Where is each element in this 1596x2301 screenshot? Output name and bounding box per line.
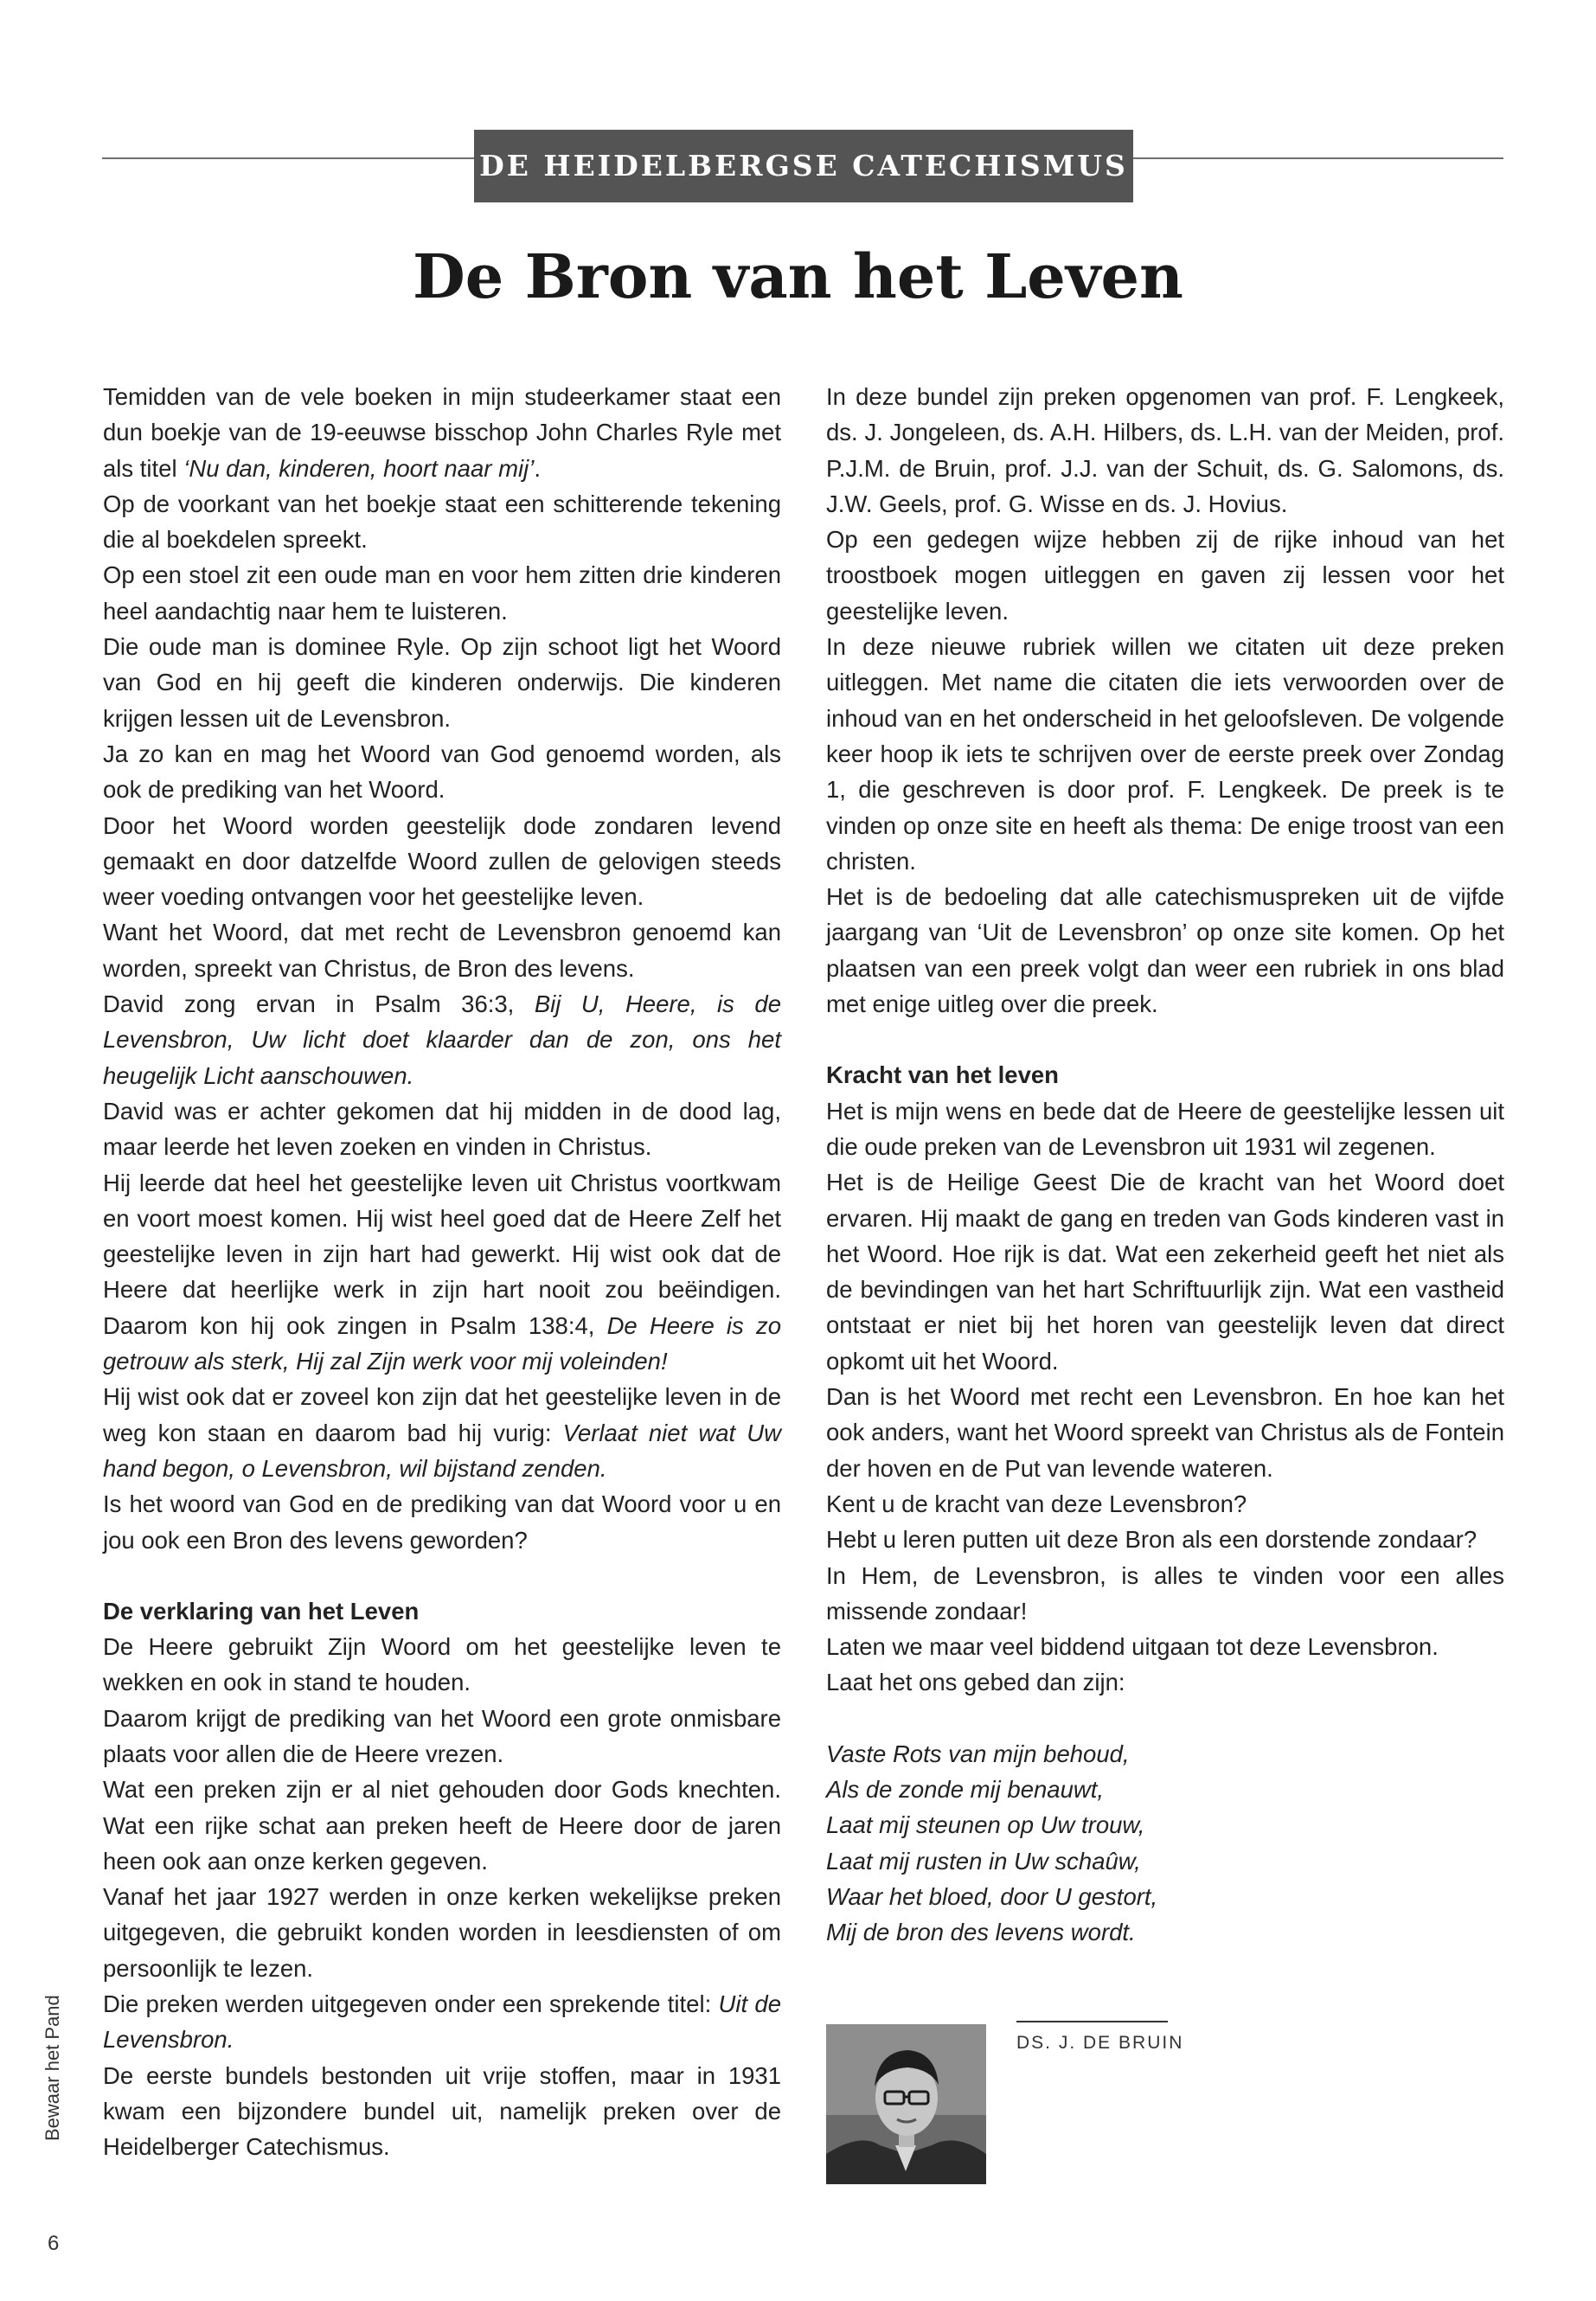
section-label: DE HEIDELBERGSE CATECHISMUS	[474, 130, 1133, 202]
poem-line: Laat mij rusten in Uw schaûw,	[826, 1847, 1141, 1875]
poem-line: Als de zonde mij benauwt,	[826, 1775, 1105, 1803]
paragraph: Wat een preken zijn er al niet gehouden door Gods knechten. Wat een rijke schat aan preken heeft de Heere door de jaren heen ook aan onze kerken gegeven.	[103, 1776, 781, 1875]
poem	[826, 1736, 1504, 1951]
paragraph: Laten we maar veel biddend uitgaan tot deze Levensbron.	[826, 1633, 1439, 1661]
paragraph: David zong ervan in Psalm 36:3, Bij U, Heere, is de Levensbron, Uw licht doet klaarder dan de zon, ons het heugelijk Licht aanschouwen.	[103, 990, 781, 1089]
paragraph: Kent u de kracht van deze Levensbron?	[826, 1490, 1247, 1517]
section-heading: Kracht van het leven	[826, 1061, 1059, 1089]
paragraph: Daarom krijgt de prediking van het Woord een grote onmisbare plaats voor allen die de Heere vrezen.	[103, 1704, 781, 1767]
paragraph: In Hem, de Levensbron, is alles te vinden voor een alles missende zondaar!	[826, 1561, 1504, 1625]
right-column	[826, 379, 1504, 1950]
paragraph: De eerste bundels bestonden uit vrije stoffen, maar in 1931 kwam een bijzondere bundel uit, namelijk preken over de Heidelberger Catechismus.	[103, 2061, 781, 2161]
paragraph: Laat het ons gebed dan zijn:	[826, 1669, 1125, 1696]
paragraph: Door het Woord worden geestelijk dode zondaren levend gemaakt en door datzelfde Woord zullen de gelovigen steeds weer voeding ontvangen voor het geestelijke leven.	[103, 811, 781, 911]
paragraph: Het is de Heilige Geest Die de kracht van het Woord doet ervaren. Hij maakt de gang en treden van Gods kinderen vast in het Woord. Hoe rijk is dat. Wat een zekerheid geeft het niet als de bevindingen van het hart Schriftuurlijk zijn. Wat een vastheid ontstaat er niet bij het horen van geestelijk leven dat direct opkomt uit het Woord.	[826, 1169, 1504, 1375]
article-title: De Bron van het Leven	[413, 240, 1183, 312]
page-number: 6	[48, 2232, 60, 2255]
side-label: Bewaar het Pand	[42, 1995, 63, 2141]
poem-line: Waar het bloed, door U gestort,	[826, 1882, 1158, 1910]
poem-line: Mij de bron des levens wordt.	[826, 1919, 1136, 1946]
author-rule	[1016, 2021, 1168, 2022]
paragraph: Hij leerde dat heel het geestelijke leven uit Christus voortkwam en voort moest komen. Hij wist heel goed dat de Heere Zelf het geestelijke leven in zijn hart had gewerkt. Hij wist ook dat de Heere dat heerlijke werk in zijn hart nooit zou beëindigen. Daarom kon hij ook zingen in Psalm 138:4, De Heere is zo getrouw als sterk, Hij zal Zijn werk voor mij voleinden!	[103, 1169, 781, 1375]
left-column	[103, 379, 781, 2165]
paragraph: David was er achter gekomen dat hij midden in de dood lag, maar leerde het leven zoeken en vinden in Christus.	[103, 1097, 781, 1161]
paragraph: Temidden van de vele boeken in mijn studeerkamer staat een dun boekje van de 19-eeuwse bisschop John Charles Ryle met als titel ‘Nu dan, kinderen, hoort naar mij’.	[103, 383, 781, 482]
paragraph: Die preken werden uitgegeven onder een sprekende titel: Uit de Levensbron.	[103, 1990, 781, 2054]
paragraph: Die oude man is dominee Ryle. Op zijn schoot ligt het Woord van God en hij geeft die kinderen onderwijs. Die kinderen krijgen lessen uit de Levensbron.	[103, 633, 781, 732]
paragraph: Vanaf het jaar 1927 werden in onze kerken wekelijkse preken uitgegeven, die gebruikt konden worden in leesdiensten of om persoonlijk te lezen.	[103, 1883, 781, 1982]
poem-line: Laat mij steunen op Uw trouw,	[826, 1811, 1145, 1839]
paragraph: Want het Woord, dat met recht de Levensbron genoemd kan worden, spreekt van Christus, de Bron des levens.	[103, 919, 781, 982]
paragraph: Is het woord van God en de prediking van dat Woord voor u en jou ook een Bron des levens geworden?	[103, 1490, 781, 1554]
paragraph: Hebt u leren putten uit deze Bron als een dorstende zondaar?	[826, 1526, 1477, 1554]
paragraph: Ja zo kan en mag het Woord van God genoemd worden, als ook de prediking van het Woord.	[103, 740, 781, 804]
paragraph: De Heere gebruikt Zijn Woord om het geestelijke leven te wekken en ook in stand te houden.	[103, 1633, 781, 1696]
author-name: DS. J. DE BRUIN	[1016, 2033, 1184, 2053]
paragraph: In deze nieuwe rubriek willen we citaten uit deze preken uitleggen. Met name die citaten die iets verwoorden over de inhoud van en het onderscheid in het geloofsleven. De volgende keer hoop ik iets te schrijven over de eerste preek over Zondag 1, die geschreven is door prof. F. Lengkeek. De preek is te vinden op onze site en heeft als thema: De enige troost van een christen.	[826, 633, 1504, 875]
paragraph: Het is de bedoeling dat alle catechismuspreken uit de vijfde jaargang van ‘Uit de Levensbron’ op onze site komen. Op het plaatsen van een preek volgt dan weer een rubriek in ons blad met enige uitleg over die preek.	[826, 883, 1504, 1018]
author-photo	[826, 2024, 986, 2184]
paragraph: Op een gedegen wijze hebben zij de rijke inhoud van het troostboek mogen uitleggen en gaven zij lessen voor het geestelijke leven.	[826, 526, 1504, 625]
paragraph: Op een stoel zit een oude man en voor hem zitten drie kinderen heel aandachtig naar hem te luisteren.	[103, 561, 781, 625]
paragraph: Hij wist ook dat er zoveel kon zijn dat het geestelijke leven in de weg kon staan en daarom bad hij vurig: Verlaat niet wat Uw hand begon, o Levensbron, wil bijstand zenden.	[103, 1383, 781, 1482]
paragraph: Dan is het Woord met recht een Levensbron. En hoe kan het ook anders, want het Woord spreekt van Christus als de Fontein der hoven en de Put van levende wateren.	[826, 1383, 1504, 1482]
paragraph: Het is mijn wens en bede dat de Heere de geestelijke lessen uit die oude preken van de Levensbron uit 1931 wil zegenen.	[826, 1097, 1504, 1160]
section-heading: De verklaring van het Leven	[103, 1597, 420, 1625]
poem-line: Vaste Rots van mijn behoud,	[826, 1740, 1130, 1767]
paragraph: Op de voorkant van het boekje staat een schitterende tekening die al boekdelen spreekt.	[103, 490, 781, 554]
paragraph: In deze bundel zijn preken opgenomen van prof. F. Lengkeek, ds. J. Jongeleen, ds. A.H. Hilbers, ds. L.H. van der Meiden, prof. P.J.M. de Bruin, prof. J.J. van der Schuit, ds. G. Salomons, ds. J.W. Geels, prof. G. Wisse en ds. J. Hovius.	[826, 383, 1504, 517]
